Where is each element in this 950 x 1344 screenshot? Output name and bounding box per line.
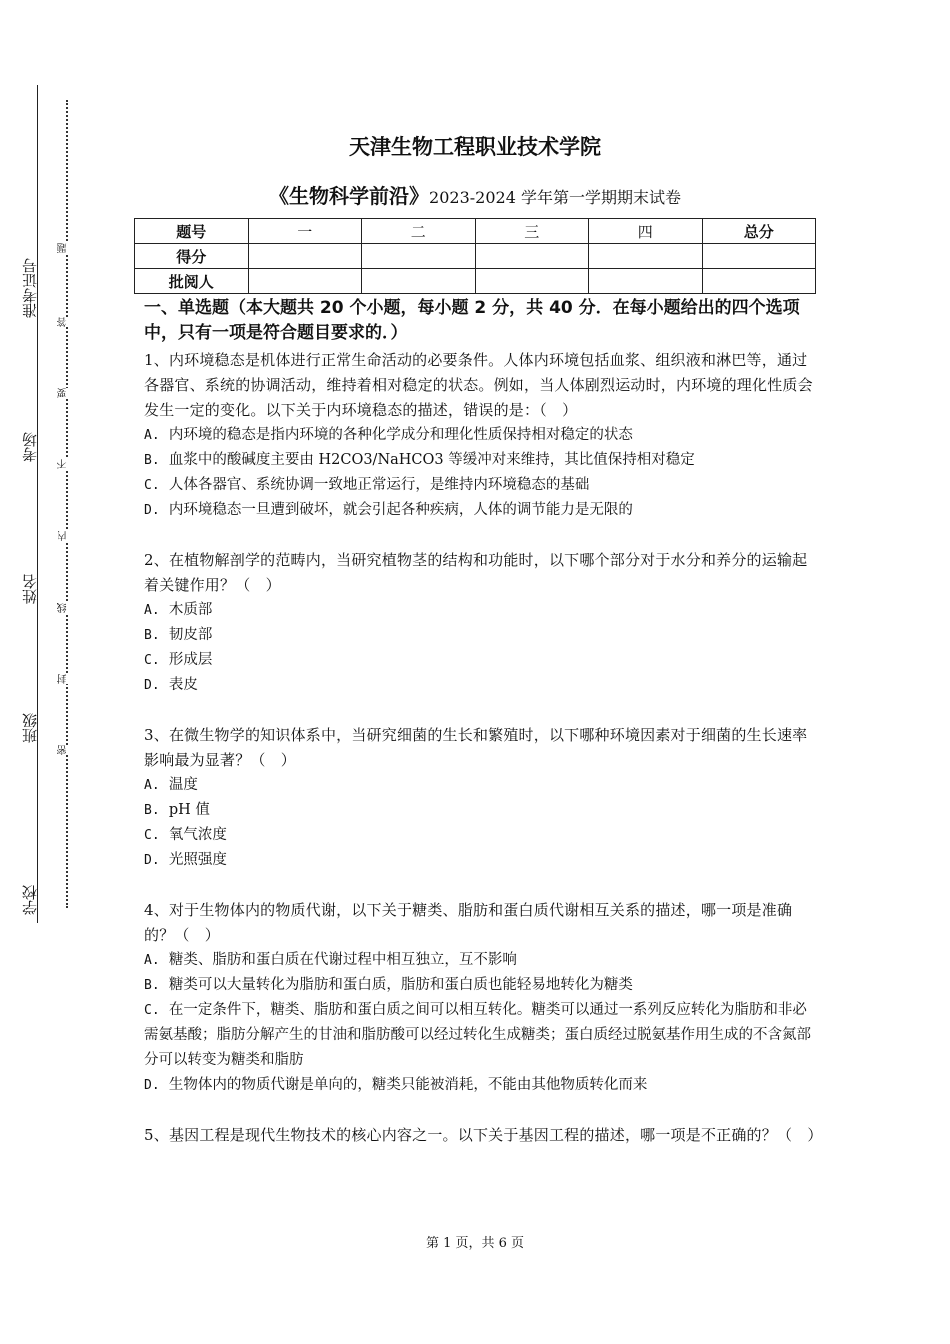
option-a[interactable]: A. 木质部 bbox=[144, 602, 213, 618]
question-stem: 5、基因工程是现代生物技术的核心内容之一。以下关于基因工程的描述，哪一项是不正确的？（ ） bbox=[144, 1126, 823, 1144]
row-label: 得分 bbox=[135, 244, 249, 269]
seal-char: 要 bbox=[58, 388, 74, 398]
grader-row bbox=[135, 269, 816, 294]
option-d[interactable]: D. 生物体内的物质代谢是单向的，糖类只能被消耗，不能由其他物质转化而来 bbox=[144, 1077, 648, 1093]
question-stem: 2、在植物解剖学的范畴内，当研究植物茎的结构和功能时，以下哪个部分对于水分和养分的运输起着关键作用？（ ） bbox=[144, 551, 808, 594]
question-5 bbox=[144, 1123, 823, 1148]
grader-cell[interactable] bbox=[589, 269, 703, 294]
question-stem: 4、对于生物体内的物质代谢，以下关于糖类、脂肪和蛋白质代谢相互关系的描述，哪一项是准确的？（ ） bbox=[144, 901, 793, 944]
option-b[interactable]: B. 韧皮部 bbox=[144, 627, 213, 643]
school-title: 天津生物工程职业技术学院 bbox=[349, 135, 601, 159]
score-table bbox=[134, 218, 816, 294]
option-c[interactable]: C. 人体各器官、系统协调一致地正常运行，是维持内环境稳态的基础 bbox=[144, 477, 590, 493]
exam-subtitle bbox=[0, 180, 950, 209]
grader-cell[interactable] bbox=[702, 269, 816, 294]
column-header: 四 bbox=[589, 219, 703, 244]
grader-cell[interactable] bbox=[362, 269, 476, 294]
column-header: 总分 bbox=[702, 219, 816, 244]
exam-content bbox=[144, 296, 823, 1173]
question-4 bbox=[144, 898, 816, 1098]
option-d[interactable]: D. 光照强度 bbox=[144, 852, 227, 868]
option-d[interactable]: D. 表皮 bbox=[144, 677, 198, 693]
option-c[interactable]: C. 形成层 bbox=[144, 652, 213, 668]
score-row bbox=[135, 244, 816, 269]
seal-char: 题 bbox=[58, 243, 74, 253]
column-header: 题号 bbox=[135, 219, 249, 244]
option-a[interactable]: A. 温度 bbox=[144, 777, 198, 793]
score-cell[interactable] bbox=[589, 244, 703, 269]
question-stem: 3、在微生物学的知识体系中，当研究细菌的生长和繁殖时，以下哪种环境因素对于细菌的生长速率影响最为显著？（ ） bbox=[144, 726, 808, 769]
seal-char: 不 bbox=[58, 459, 74, 469]
question-3 bbox=[144, 723, 816, 873]
score-cell[interactable] bbox=[475, 244, 589, 269]
name-label: 姓名 bbox=[21, 574, 39, 604]
binding-line bbox=[37, 85, 38, 923]
exam-number-label: 准考证号 bbox=[21, 258, 39, 318]
option-b[interactable]: B. 糖类可以大量转化为脂肪和蛋白质，脂肪和蛋白质也能轻易地转化为糖类 bbox=[144, 977, 633, 993]
exam-room-label: 考场 bbox=[21, 432, 39, 462]
seal-char: 密 bbox=[58, 745, 74, 755]
page-footer: 第 1 页，共 6 页 bbox=[425, 1236, 525, 1251]
question-1 bbox=[144, 348, 816, 523]
seal-char: 内 bbox=[58, 531, 74, 541]
course-name: 《生物科学前沿》 bbox=[269, 184, 430, 208]
score-cell[interactable] bbox=[362, 244, 476, 269]
option-d[interactable]: D. 内环境稳态一旦遭到破坏，就会引起各种疾病，人体的调节能力是无限的 bbox=[144, 502, 633, 518]
option-c[interactable]: C. 在一定条件下，糖类、脂肪和蛋白质之间可以相互转化。糖类可以通过一系列反应转化为脂肪和非必需氨基酸；脂肪分解产生的甘油和脂肪酸可以经过转化生成糖类；蛋白质经过脱氨基作用生成的不含氮部分可以转变为糖类和脂肪 bbox=[144, 1002, 811, 1068]
row-label: 批阅人 bbox=[135, 269, 249, 294]
question-stem: 1、内环境稳态是机体进行正常生命活动的必要条件。人体内环境包括血浆、组织液和淋巴等，通过各器官、系统的协调活动，维持着相对稳定的状态。例如，当人体剧烈运动时，内环境的理化性质会发生一定的变化。以下关于内环境稳态的描述，错误的是：（ ） bbox=[144, 351, 813, 419]
option-c[interactable]: C. 氧气浓度 bbox=[144, 827, 227, 843]
score-table-header-row bbox=[135, 219, 816, 244]
grader-cell[interactable] bbox=[475, 269, 589, 294]
column-header: 一 bbox=[248, 219, 362, 244]
question-2 bbox=[144, 548, 816, 698]
seal-dotted-line bbox=[66, 100, 68, 908]
option-b[interactable]: B. 血浆中的酸碱度主要由 H2CO3/NaHCO3 等缓冲对来维持，其比值保持相对稳定 bbox=[144, 452, 695, 468]
seal-char: 答 bbox=[58, 317, 74, 327]
option-b[interactable]: B. pH 值 bbox=[144, 802, 210, 818]
grader-cell[interactable] bbox=[248, 269, 362, 294]
section-heading: 一、单选题（本大题共 20 个小题，每小题 2 分，共 40 分．在每小题给出的四个选项中，只有一项是符合题目要求的．） bbox=[144, 298, 800, 343]
option-a[interactable]: A. 糖类、脂肪和蛋白质在代谢过程中相互独立，互不影响 bbox=[144, 952, 517, 968]
column-header: 三 bbox=[475, 219, 589, 244]
seal-char: 封 bbox=[58, 674, 74, 684]
score-cell[interactable] bbox=[248, 244, 362, 269]
school-label: 学校 bbox=[21, 885, 39, 915]
score-cell[interactable] bbox=[702, 244, 816, 269]
class-label: 班级 bbox=[21, 713, 39, 743]
term-label: 2023-2024 学年第一学期期末试卷 bbox=[429, 188, 681, 207]
seal-char: 线 bbox=[58, 603, 74, 613]
option-a[interactable]: A. 内环境的稳态是指内环境的各种化学成分和理化性质保持相对稳定的状态 bbox=[144, 427, 633, 443]
column-header: 二 bbox=[362, 219, 476, 244]
